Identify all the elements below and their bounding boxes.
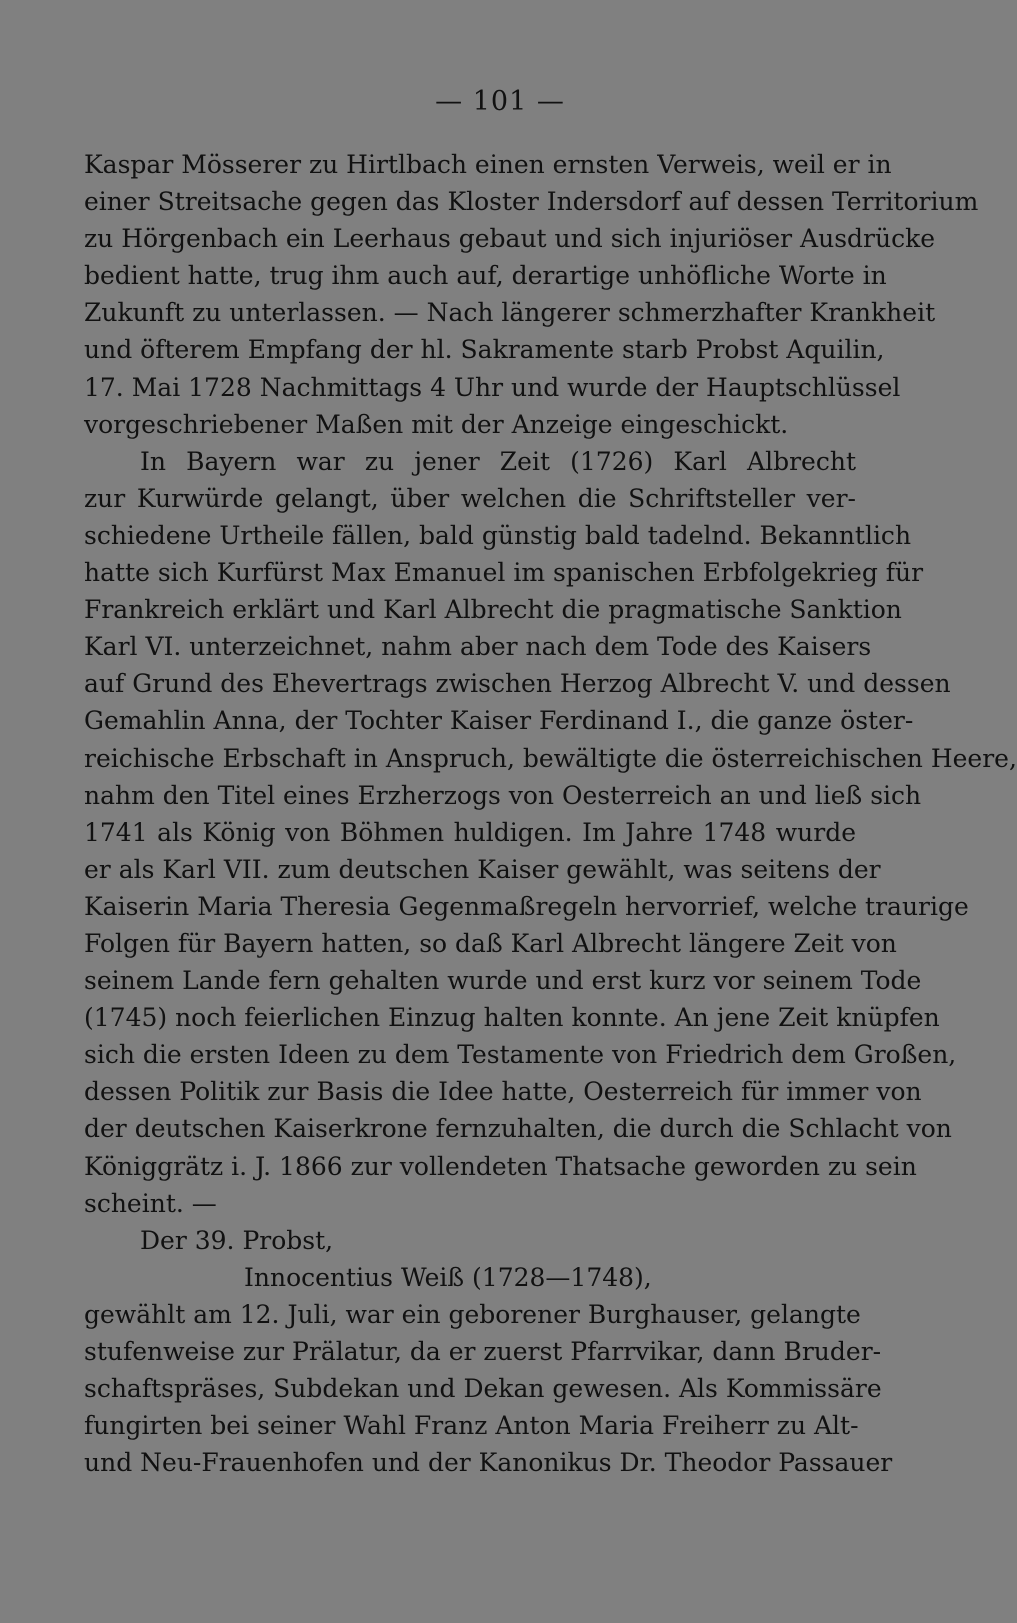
- text-line: einer Streitsache gegen das Kloster Indersdorf auf dessen Territorium: [84, 187, 979, 217]
- text-line: (1745) noch feierlichen Einzug halten konnte. An jene Zeit knüpfen: [84, 1003, 940, 1033]
- text-line: In Bayern war zu jener Zeit (1726) Karl Albrecht: [140, 446, 856, 476]
- text-line: 17. Mai 1728 Nachmittags 4 Uhr und wurde der Hauptschlüssel: [84, 372, 901, 402]
- text-line: seinem Lande fern gehalten wurde und erst kurz vor seinem Tode: [84, 966, 922, 996]
- text-line: gewählt am 12. Juli, war ein geborener Burghauser, gelangte: [84, 1299, 861, 1329]
- text-line: schaftspräses, Subdekan und Dekan gewesen. Als Kommissäre: [84, 1374, 882, 1404]
- text-line: auf Grund des Ehevertrags zwischen Herzog Albrecht V. und dessen: [84, 669, 951, 699]
- text-line: Folgen für Bayern hatten, so daß Karl Albrecht längere Zeit von: [84, 928, 897, 958]
- text-line: Königgrätz i. J. 1866 zur vollendeten Thatsache geworden zu sein: [84, 1151, 917, 1181]
- text-line: Karl VI. unterzeichnet, nahm aber nach dem Tode des Kaisers: [84, 632, 872, 662]
- text-line: Der 39. Probst,: [140, 1225, 334, 1255]
- text-line: Kaspar Mösserer zu Hirtlbach einen ernsten Verweis, weil er in: [84, 150, 892, 179]
- text-line: stufenweise zur Prälatur, da er zuerst Pfarrvikar, dann Bruder-: [84, 1337, 882, 1366]
- text-line: scheint. —: [84, 1188, 217, 1218]
- text-line: Frankreich erklärt und Karl Albrecht die pragmatische Sanktion: [84, 595, 902, 625]
- text-line: zu Hörgenbach ein Leerhaus gebaut und sich injuriöser Ausdrücke: [84, 224, 936, 254]
- text-line: bedient hatte, trug ihm auch auf, derartige unhöfliche Worte in: [84, 261, 887, 291]
- text-line: sich die ersten Ideen zu dem Testamente von Friedrich dem Großen,: [84, 1040, 957, 1070]
- text-line: der deutschen Kaiserkrone fernzuhalten, die durch die Schlacht von: [84, 1114, 952, 1144]
- text-line: dessen Politik zur Basis die Idee hatte, Oesterreich für immer von: [84, 1077, 922, 1107]
- text-line: Gemahlin Anna, der Tochter Kaiser Ferdinand I., die ganze öster-: [84, 706, 914, 736]
- text-line: schiedene Urtheile fällen, bald günstig bald tadelnd. Bekanntlich: [84, 520, 912, 550]
- text-line: hatte sich Kurfürst Max Emanuel im spanischen Erbfolgekrieg für: [84, 558, 924, 588]
- text-line: Zukunft zu unterlassen. — Nach längerer schmerzhafter Krankheit: [84, 298, 936, 328]
- text-line: zur Kurwürde gelangt, über welchen die Schriftsteller ver-: [84, 483, 856, 513]
- text-line: reichische Erbschaft in Anspruch, bewältigte die österreichischen Heere,: [84, 743, 1017, 773]
- text-line: er als Karl VII. zum deutschen Kaiser gewählt, was seitens der: [84, 854, 881, 884]
- text-line: 1741 als König von Böhmen huldigen. Im Jahre 1748 wurde: [84, 817, 856, 847]
- page-body-text: [84, 146, 1017, 1481]
- text-line: nahm den Titel eines Erzherzogs von Oesterreich an und ließ sich: [84, 780, 922, 810]
- text-line: und öfterem Empfang der hl. Sakramente starb Probst Aquilin,: [84, 335, 885, 365]
- page-number-header: — 101 —: [435, 86, 565, 117]
- text-line: und Neu-Frauenhofen und der Kanonikus Dr. Theodor Passauer: [84, 1448, 893, 1478]
- text-line: vorgeschriebener Maßen mit der Anzeige eingeschickt.: [84, 409, 789, 439]
- text-line: fungirten bei seiner Wahl Franz Anton Maria Freiherr zu Alt-: [84, 1411, 859, 1441]
- text-line: Kaiserin Maria Theresia Gegenmaßregeln hervorrief, welche traurige: [84, 891, 969, 921]
- text-line: Innocentius Weiß (1728—1748),: [244, 1262, 652, 1292]
